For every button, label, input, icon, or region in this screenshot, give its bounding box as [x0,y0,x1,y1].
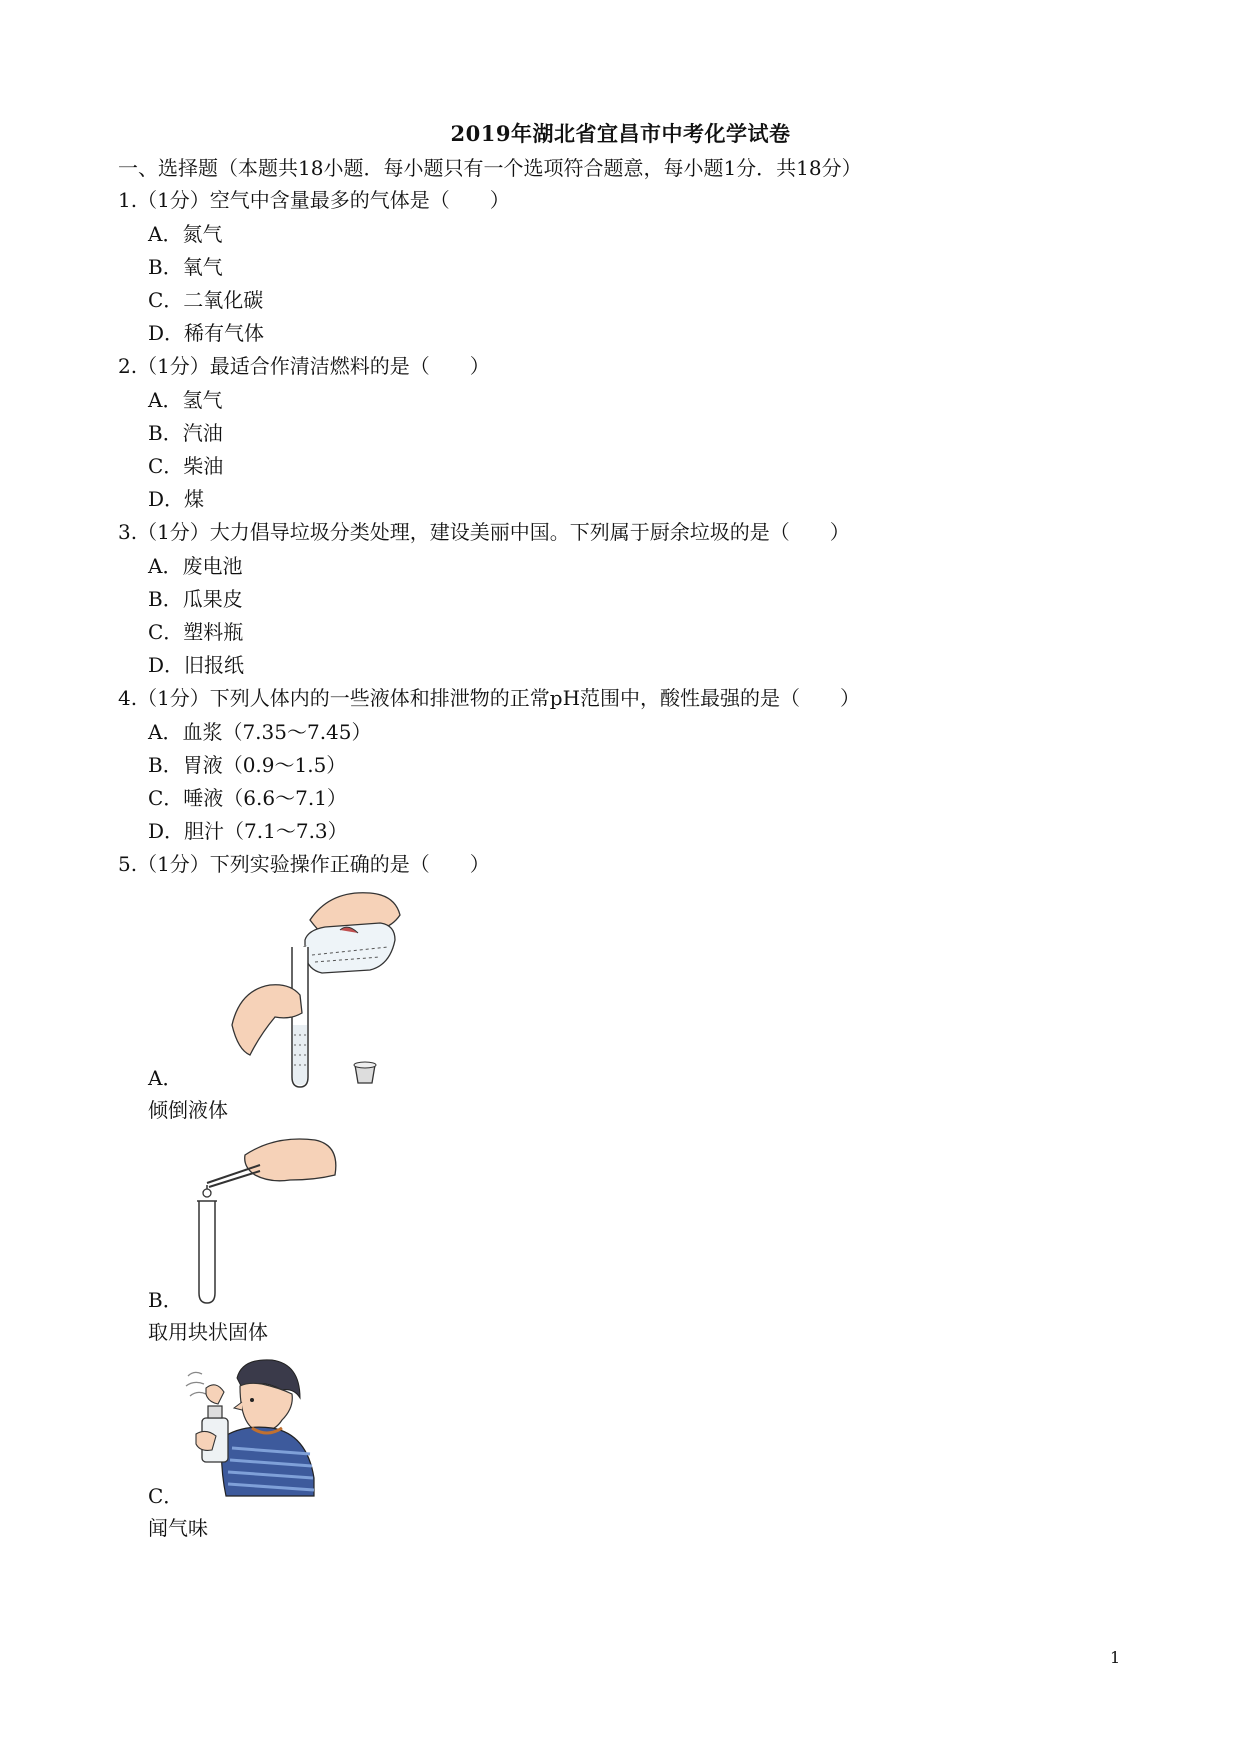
q2-option-b: B．汽油 [148,421,223,445]
q2-option-a: A．氢气 [148,388,223,412]
q2-option-d: D．煤 [148,487,205,511]
q1-option-a: A．氮气 [148,222,223,246]
q5-option-a-letter: A． [148,1066,183,1090]
q5-option-c-letter: C． [148,1484,184,1508]
q4-option-b: B．胃液（0.9～1.5） [148,753,347,777]
q1-option-b: B．氧气 [148,255,223,279]
adding-solid-illustration [195,1135,345,1305]
section-heading: 一、选择题（本题共18小题．每小题只有一个选项符合题意，每小题1分．共18分） [118,156,862,180]
q4-option-d: D．胆汁（7.1～7.3） [148,819,348,843]
pouring-liquid-illustration [230,885,410,1095]
q4-option-a: A．血浆（7.35～7.45） [148,720,372,744]
q3-option-d: D．旧报纸 [148,653,245,677]
q5-option-b-caption: 取用块状固体 [148,1320,268,1344]
q4-option-c: C．唾液（6.6～7.1） [148,786,347,810]
q5-option-b-letter: B． [148,1288,183,1312]
question-3-stem: 3.（1分）大力倡导垃圾分类处理，建设美丽中国。下列属于厨余垃圾的是（ ） [118,520,850,544]
question-4-stem: 4.（1分）下列人体内的一些液体和排泄物的正常pH范围中，酸性最强的是（ ） [118,686,861,710]
smelling-gas-illustration [182,1358,322,1498]
q3-option-a: A．废电池 [148,554,243,578]
q1-option-d: D．稀有气体 [148,321,265,345]
q3-option-b: B．瓜果皮 [148,587,243,611]
question-5-stem: 5.（1分）下列实验操作正确的是（ ） [118,852,490,876]
question-2-stem: 2.（1分）最适合作清洁燃料的是（ ） [118,354,490,378]
q5-option-c-caption: 闻气味 [148,1516,208,1540]
question-1-stem: 1.（1分）空气中含量最多的气体是（ ） [118,188,510,212]
q5-option-a-caption: 倾倒液体 [148,1098,228,1122]
page-number: 1 [1110,1648,1121,1667]
q1-option-c: C．二氧化碳 [148,288,264,312]
q2-option-c: C．柴油 [148,454,224,478]
exam-title: 2019年湖北省宜昌市中考化学试卷 [450,121,791,146]
q3-option-c: C．塑料瓶 [148,620,244,644]
